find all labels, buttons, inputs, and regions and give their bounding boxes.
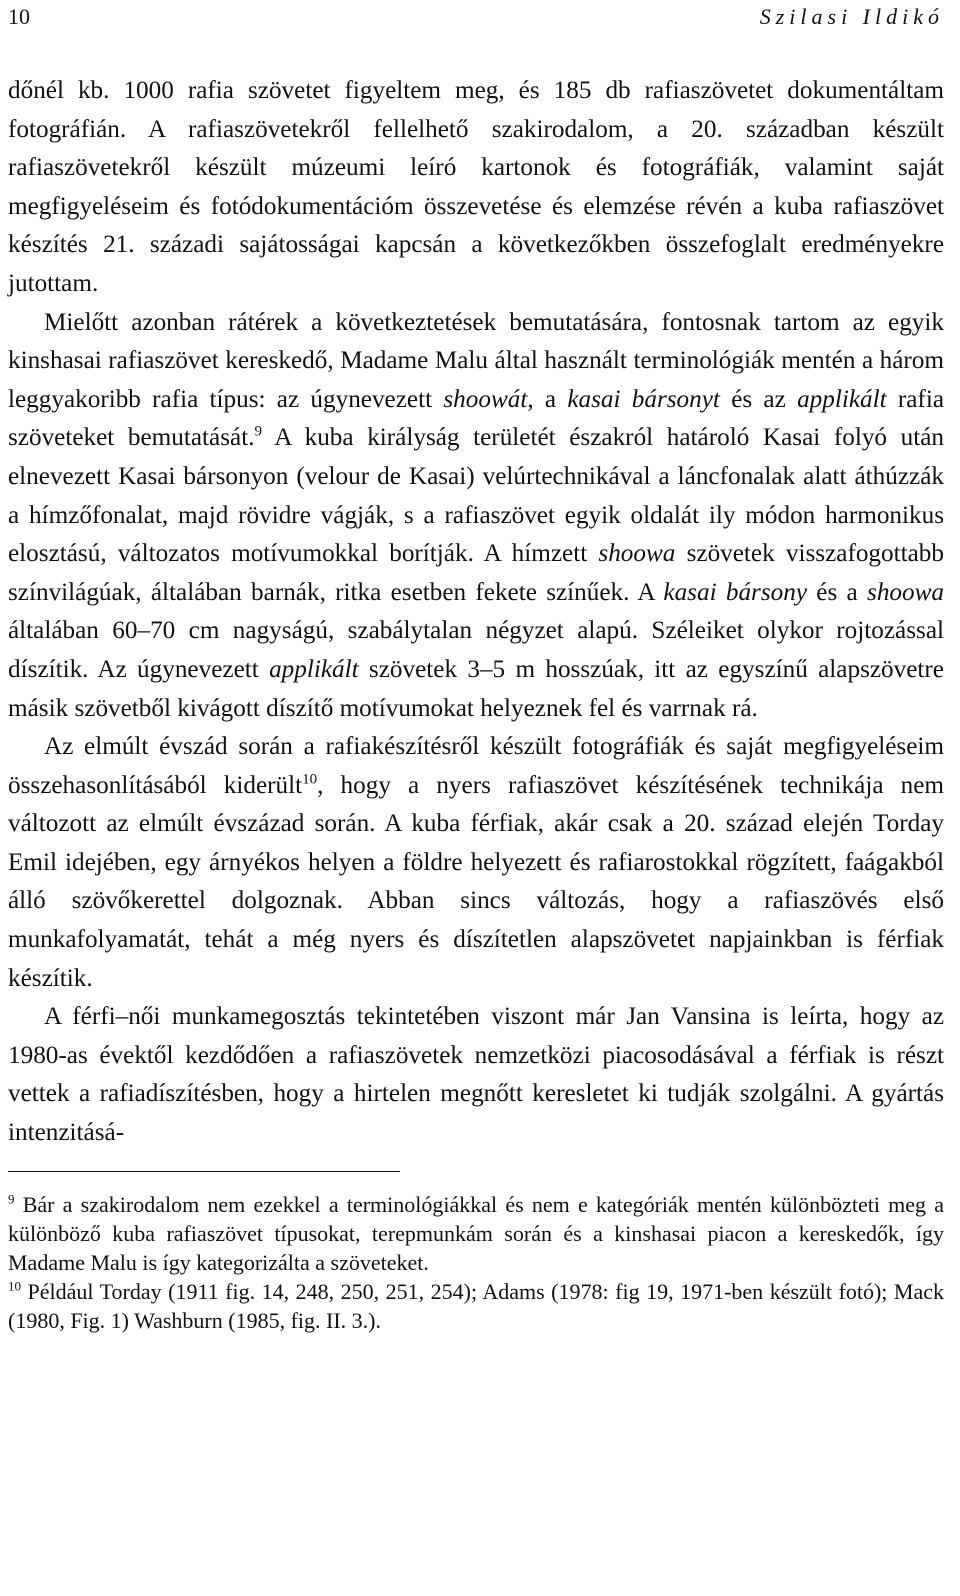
- text-run: és az: [719, 385, 798, 413]
- italic-term: shoowa: [867, 578, 944, 606]
- text-run: és a: [807, 578, 868, 606]
- italic-term: kasai bársony: [663, 578, 808, 606]
- page-number: 10: [8, 4, 30, 29]
- paragraph: [8, 998, 944, 1152]
- text-run: szövetek visszafogottabb színvilágúak, általában barnák, ritka esetben fekete színűek. A: [8, 540, 944, 606]
- italic-term: applikált: [797, 385, 887, 413]
- footnote-number: 9: [8, 1191, 15, 1207]
- paragraph: [8, 304, 944, 729]
- paragraph: [8, 728, 944, 998]
- running-header-author: Szilasi Ildikó: [759, 4, 944, 29]
- text-run: Mielőtt azonban rátérek a következtetések bemutatására, fontosnak tartom az egyik kinshasai rafiaszövet kereskedő, Madame Malu által használt terminológiák mentén a három leggyakoribb rafia típus: az úgynevezett: [8, 308, 944, 413]
- footnote-text: Például Torday (1911 fig. 14, 248, 250, 251, 254); Adams (1978: fig 19, 1971-ben készült fotó); Mack (1980, Fig. 1) Washburn (1985, fig. II. 3.).: [8, 1279, 944, 1334]
- text-run: , hogy a nyers rafiaszövet készítésének technikája nem változott az elmúlt évszázad során. A kuba férfiak, akár csak a 20. század elején Torday Emil idejében, egy árnyékos helyen a földre helyezett és rafiarostokkal rögzített, faágakból álló szövőkerettel dolgoznak. Abban sincs változás, hogy a rafiaszövés első munkafolyamatát, tehát a még nyers és díszítetlen alapszövetet napjainkban is férfiak készítik.: [8, 771, 944, 992]
- italic-term: shoowát: [443, 385, 528, 413]
- text-run: rafia szöveteket bemutatását.: [8, 385, 945, 452]
- footnote: [8, 1190, 944, 1278]
- text-run: dőnél kb. 1000 rafia szövetet figyeltem meg, és 185 db rafiaszövetet dokumentáltam fotográfián. A rafiaszövetekről fellelhető szakirodalom, a 20. században készült rafiaszövetekről készült múzeumi leíró kartonok és fotográfiák, valamint saját megfigyeléseim és fotódokumentációm összevetése és elemzése révén a kuba rafiaszövet készítés 21. századi sajátosságai kapcsán a következőkben összefoglalt eredményekre jutottam.: [8, 77, 944, 297]
- italic-term: applikált: [269, 655, 359, 683]
- footnotes: [8, 1190, 944, 1336]
- italic-term: shoowa: [598, 540, 676, 568]
- footnote-text: Bár a szakirodalom nem ezekkel a terminológiákkal és nem e kategóriák mentén különbözteti meg a különböző kuba rafiaszövet típusokat, terepmunkám során és a kinshasai piacon a kereskedők, így Madame Malu is így kategorizálta a szöveteket.: [8, 1191, 944, 1276]
- text-run: A férfi–női munkamegosztás tekintetében viszont már Jan Vansina is leírta, hogy az 1980-as évektől kezdődően a rafiaszövetek nemzetközi piacosodásával a férfiak is részt vettek a rafiadíszítésben, hogy a hirtelen megnőtt keresletet ki tudják szolgálni. A gyártás intenzitásá-: [8, 1003, 944, 1147]
- text-run: Az elmúlt évszád során a rafiakészítésről készült fotográfiák és saját megfigyeléseim összehasonlításából kiderült: [8, 733, 944, 799]
- footnote-reference: 10: [302, 771, 318, 788]
- text-run: , a: [527, 385, 568, 413]
- document-page: [8, 0, 944, 1336]
- footnote-number: 10: [8, 1278, 21, 1294]
- running-header: [8, 0, 944, 38]
- paragraph: [8, 72, 944, 304]
- text-run: A kuba királyság területét északról határoló Kasai folyó után elnevezett Kasai bársonyon (velour de Kasai) velúrtechnikával a láncfonalak alatt áthúzzák a hímzőfonalat, majd rövidre vágják, s a rafiaszövet egyik oldalát ily módon harmonikus elosztású, változatos motívumokkal borítják. A hímzett: [8, 424, 944, 568]
- text-run: szövetek 3–5 m hosszúak, itt az egyszínű alapszövetre másik szövetből kivágott díszítő motívumokat helyeznek fel és varrnak rá.: [8, 655, 944, 722]
- body-text: [8, 72, 944, 1153]
- footnote-reference: 9: [254, 423, 262, 440]
- italic-term: kasai bársonyt: [567, 385, 720, 413]
- footnote-separator: [8, 1171, 400, 1172]
- text-run: általában 60–70 cm nagyságú, szabálytalan négyzet alapú. Széleiket olykor rojtozással díszítik. Az úgynevezett: [8, 617, 944, 683]
- footnote: [8, 1277, 944, 1335]
